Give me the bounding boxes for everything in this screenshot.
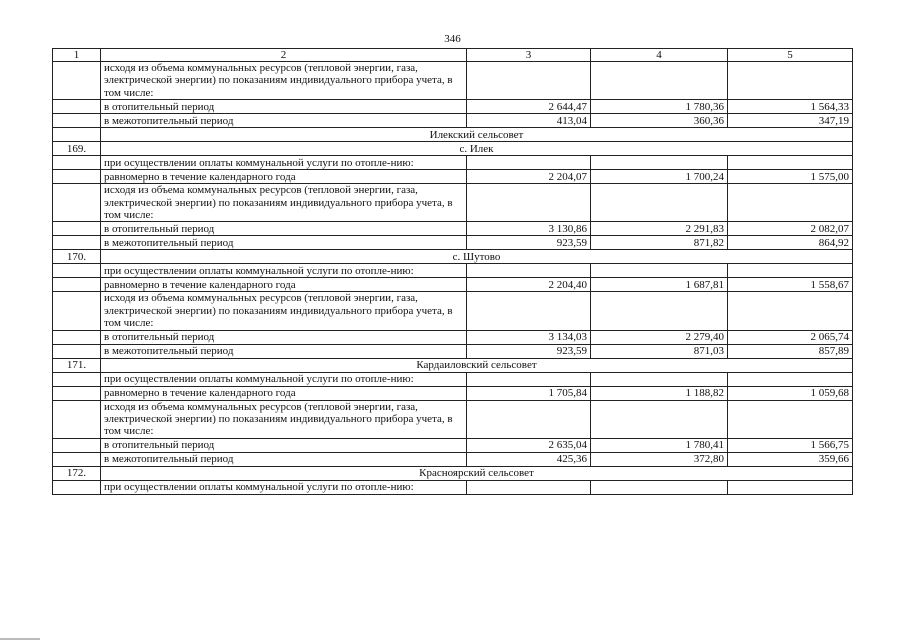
row-label: в межотопительный период bbox=[101, 344, 467, 358]
description-row bbox=[53, 264, 853, 278]
value-cell-col5 bbox=[728, 400, 853, 438]
description-row bbox=[53, 400, 853, 438]
row-label: равномерно в течение календарного года bbox=[101, 170, 467, 184]
description-row bbox=[53, 372, 853, 386]
row-number: 172. bbox=[53, 466, 101, 480]
value-cell-col4 bbox=[591, 62, 728, 100]
row-number-cell bbox=[53, 100, 101, 114]
value-col3: 2 204,40 bbox=[467, 278, 591, 292]
value-cell-col5 bbox=[728, 372, 853, 386]
value-col5: 347,19 bbox=[728, 114, 853, 128]
value-col4: 1 700,24 bbox=[591, 170, 728, 184]
table-row bbox=[53, 344, 853, 358]
description-row bbox=[53, 184, 853, 222]
row-number-cell bbox=[53, 386, 101, 400]
row-description: исходя из объема коммунальных ресурсов (тепловой энергии, газа, электрической энергии) по показаниям индивидуального прибора учета, в том числе: bbox=[101, 292, 467, 330]
value-col4: 2 279,40 bbox=[591, 330, 728, 344]
value-cell-col4 bbox=[591, 184, 728, 222]
row-number-cell bbox=[53, 330, 101, 344]
row-description: исходя из объема коммунальных ресурсов (тепловой энергии, газа, электрической энергии) по показаниям индивидуального прибора учета, в том числе: bbox=[101, 62, 467, 100]
value-cell-col4 bbox=[591, 264, 728, 278]
row-label: в отопительный период bbox=[101, 100, 467, 114]
table-row bbox=[53, 330, 853, 344]
row-number: 170. bbox=[53, 250, 101, 264]
value-col3: 3 130,86 bbox=[467, 222, 591, 236]
row-description: при осуществлении оплаты коммунальной услуги по отопле-нию: bbox=[101, 480, 467, 494]
value-col4: 1 188,82 bbox=[591, 386, 728, 400]
value-col3: 2 635,04 bbox=[467, 438, 591, 452]
row-label: в отопительный период bbox=[101, 222, 467, 236]
value-cell-col3 bbox=[467, 480, 591, 494]
row-description: исходя из объема коммунальных ресурсов (тепловой энергии, газа, электрической энергии) по показаниям индивидуального прибора учета, в том числе: bbox=[101, 400, 467, 438]
value-col5: 359,66 bbox=[728, 452, 853, 466]
row-number-cell bbox=[53, 62, 101, 100]
description-row bbox=[53, 156, 853, 170]
tariff-table bbox=[52, 48, 853, 495]
description-row bbox=[53, 62, 853, 100]
row-number-cell bbox=[53, 156, 101, 170]
value-cell-col5 bbox=[728, 264, 853, 278]
section-title: с. Илек bbox=[101, 142, 853, 156]
value-col4: 1 780,41 bbox=[591, 438, 728, 452]
page-number: 346 bbox=[444, 33, 461, 45]
value-col3: 2 644,47 bbox=[467, 100, 591, 114]
section-row bbox=[53, 128, 853, 142]
row-number-cell bbox=[53, 278, 101, 292]
row-number-cell bbox=[53, 222, 101, 236]
value-col5: 2 082,07 bbox=[728, 222, 853, 236]
row-number bbox=[53, 128, 101, 142]
column-header-4: 4 bbox=[591, 49, 728, 62]
section-row bbox=[53, 358, 853, 372]
row-number-cell bbox=[53, 480, 101, 494]
row-description: при осуществлении оплаты коммунальной услуги по отопле-нию: bbox=[101, 156, 467, 170]
row-description: при осуществлении оплаты коммунальной услуги по отопле-нию: bbox=[101, 372, 467, 386]
value-col3: 1 705,84 bbox=[467, 386, 591, 400]
row-description: исходя из объема коммунальных ресурсов (тепловой энергии, газа, электрической энергии) по показаниям индивидуального прибора учета, в том числе: bbox=[101, 184, 467, 222]
section-row bbox=[53, 250, 853, 264]
row-label: в межотопительный период bbox=[101, 452, 467, 466]
value-col4: 2 291,83 bbox=[591, 222, 728, 236]
value-col3: 923,59 bbox=[467, 236, 591, 250]
value-col3: 2 204,07 bbox=[467, 170, 591, 184]
column-header-1: 1 bbox=[53, 49, 101, 62]
row-description: при осуществлении оплаты коммунальной услуги по отопле-нию: bbox=[101, 264, 467, 278]
row-number-cell bbox=[53, 264, 101, 278]
description-row bbox=[53, 292, 853, 330]
table-row bbox=[53, 236, 853, 250]
row-number-cell bbox=[53, 114, 101, 128]
value-col3: 923,59 bbox=[467, 344, 591, 358]
value-cell-col5 bbox=[728, 292, 853, 330]
row-label: в межотопительный период bbox=[101, 236, 467, 250]
value-cell-col3 bbox=[467, 184, 591, 222]
value-cell-col4 bbox=[591, 480, 728, 494]
value-cell-col4 bbox=[591, 156, 728, 170]
row-number: 169. bbox=[53, 142, 101, 156]
value-col4: 1 780,36 bbox=[591, 100, 728, 114]
row-number-cell bbox=[53, 438, 101, 452]
row-label: в межотопительный период bbox=[101, 114, 467, 128]
value-cell-col3 bbox=[467, 292, 591, 330]
section-title: Илекский сельсовет bbox=[101, 128, 853, 142]
value-cell-col3 bbox=[467, 264, 591, 278]
column-header-5: 5 bbox=[728, 49, 853, 62]
value-col5: 1 558,67 bbox=[728, 278, 853, 292]
value-col3: 425,36 bbox=[467, 452, 591, 466]
value-cell-col3 bbox=[467, 156, 591, 170]
table-row bbox=[53, 222, 853, 236]
table-row bbox=[53, 278, 853, 292]
value-cell-col3 bbox=[467, 62, 591, 100]
column-header-3: 3 bbox=[467, 49, 591, 62]
table-row bbox=[53, 170, 853, 184]
row-number-cell bbox=[53, 170, 101, 184]
section-title: Кардаиловский сельсовет bbox=[101, 358, 853, 372]
value-cell-col4 bbox=[591, 372, 728, 386]
row-number-cell bbox=[53, 400, 101, 438]
row-label: в отопительный период bbox=[101, 438, 467, 452]
row-number-cell bbox=[53, 184, 101, 222]
section-row bbox=[53, 466, 853, 480]
value-col5: 2 065,74 bbox=[728, 330, 853, 344]
description-row bbox=[53, 480, 853, 494]
value-col4: 360,36 bbox=[591, 114, 728, 128]
table-row bbox=[53, 386, 853, 400]
value-col4: 871,03 bbox=[591, 344, 728, 358]
value-col3: 3 134,03 bbox=[467, 330, 591, 344]
table-header-row bbox=[53, 49, 853, 62]
row-label: равномерно в течение календарного года bbox=[101, 386, 467, 400]
value-cell-col5 bbox=[728, 480, 853, 494]
row-number-cell bbox=[53, 452, 101, 466]
table-row bbox=[53, 100, 853, 114]
value-cell-col4 bbox=[591, 292, 728, 330]
section-row bbox=[53, 142, 853, 156]
column-header-2: 2 bbox=[101, 49, 467, 62]
value-cell-col3 bbox=[467, 400, 591, 438]
value-col5: 1 059,68 bbox=[728, 386, 853, 400]
value-col4: 871,82 bbox=[591, 236, 728, 250]
value-cell-col5 bbox=[728, 62, 853, 100]
value-col4: 372,80 bbox=[591, 452, 728, 466]
table-row bbox=[53, 438, 853, 452]
value-col3: 413,04 bbox=[467, 114, 591, 128]
table-row bbox=[53, 114, 853, 128]
section-title: Красноярский сельсовет bbox=[101, 466, 853, 480]
value-cell-col5 bbox=[728, 184, 853, 222]
row-number-cell bbox=[53, 292, 101, 330]
row-number: 171. bbox=[53, 358, 101, 372]
value-col5: 1 575,00 bbox=[728, 170, 853, 184]
value-col5: 857,89 bbox=[728, 344, 853, 358]
value-cell-col3 bbox=[467, 372, 591, 386]
row-number-cell bbox=[53, 236, 101, 250]
value-cell-col5 bbox=[728, 156, 853, 170]
value-col5: 1 566,75 bbox=[728, 438, 853, 452]
row-number-cell bbox=[53, 372, 101, 386]
row-number-cell bbox=[53, 344, 101, 358]
value-col5: 864,92 bbox=[728, 236, 853, 250]
value-col5: 1 564,33 bbox=[728, 100, 853, 114]
value-col4: 1 687,81 bbox=[591, 278, 728, 292]
table-row bbox=[53, 452, 853, 466]
value-cell-col4 bbox=[591, 400, 728, 438]
section-title: с. Шутово bbox=[101, 250, 853, 264]
row-label: в отопительный период bbox=[101, 330, 467, 344]
row-label: равномерно в течение календарного года bbox=[101, 278, 467, 292]
